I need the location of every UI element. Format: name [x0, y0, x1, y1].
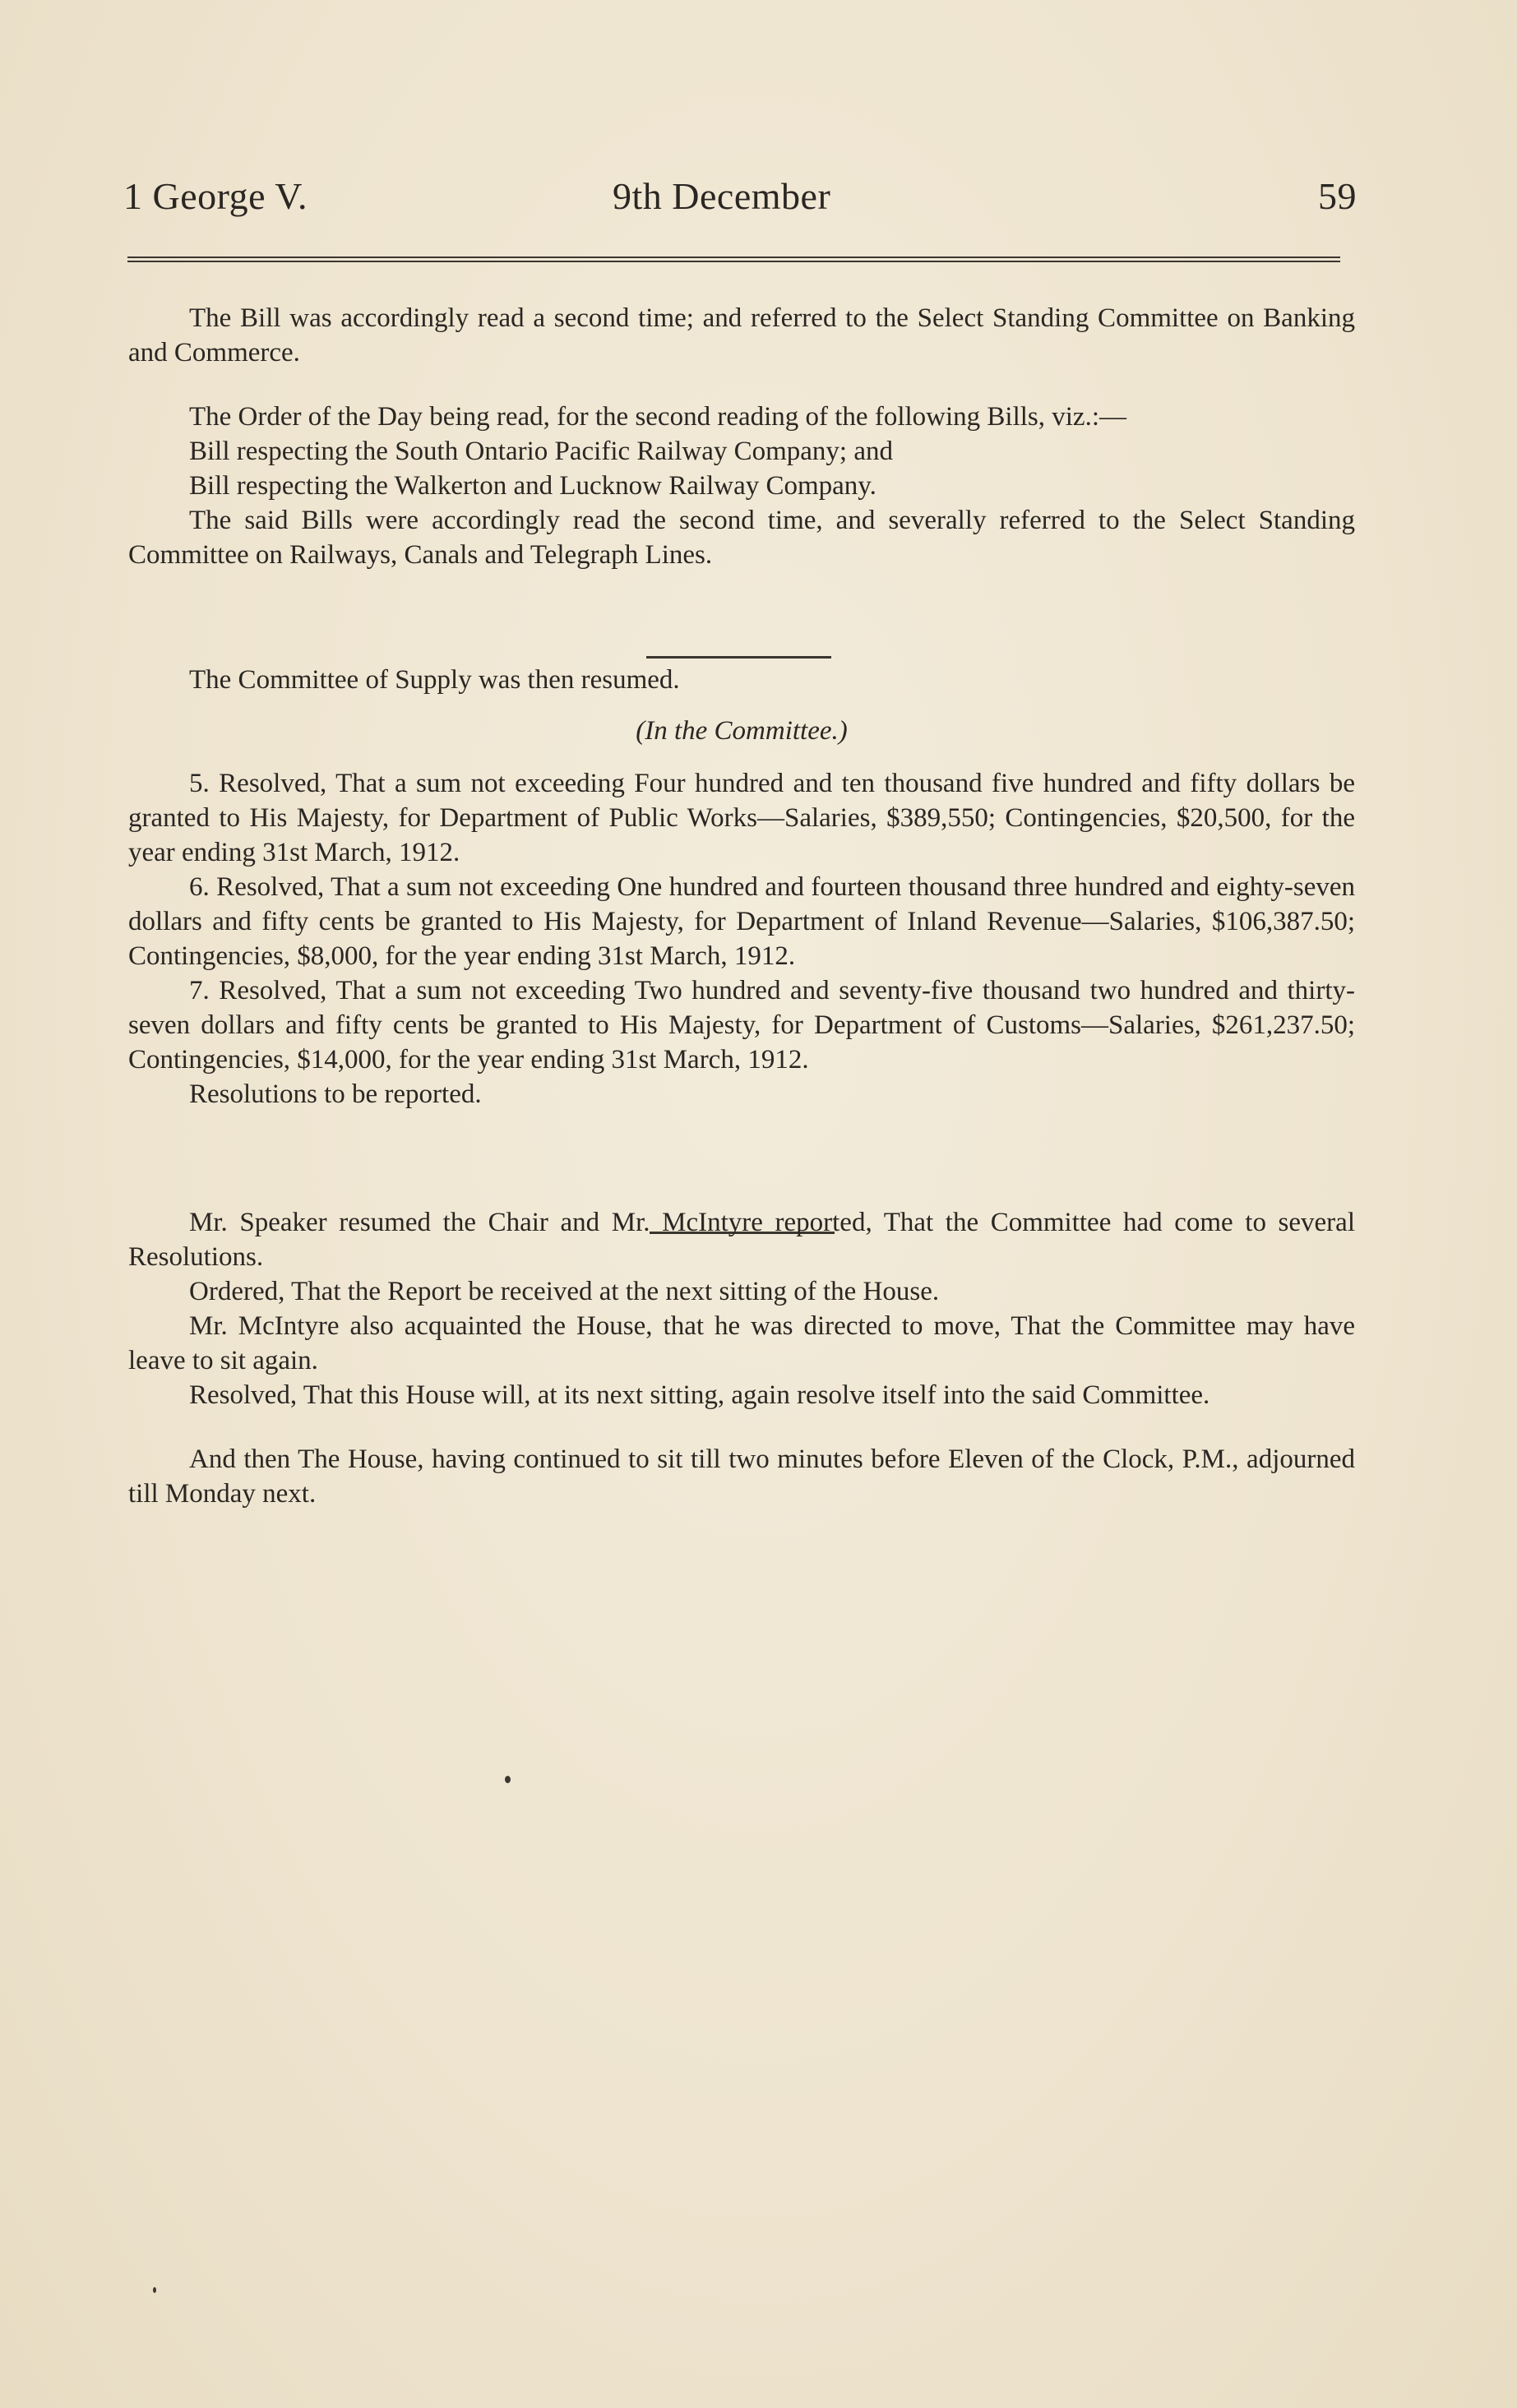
resolution-paragraph: 7. Resolved, That a sum not exceeding Two hundred and seventy-five thousand two hundred and thirty-seven dollars and fifty cents be granted to His Majesty, for Department of Customs—Salaries, $261,237.50; Contingencies, $14,000, for the year ending 31st March, 1912. [128, 976, 1355, 1075]
resolution-paragraph: 5. Resolved, That a sum not exceeding Four hundred and ten thousand five hundred and fifty dollars be granted to His Majesty, for Department of Public Works—Salaries, $389,550; Contingencies, $20,500, for the year ending 31st March, 1912. [128, 769, 1355, 867]
page-body [128, 301, 1355, 1511]
paragraph: Ordered, That the Report be received at the next sitting of the House. [189, 1277, 940, 1306]
committee-heading: (In the Committee.) [636, 716, 848, 746]
paragraph: Resolved, That this House will, at its next sitting, again resolve itself into the said Committee. [189, 1380, 1210, 1410]
date-label: 9th December [613, 175, 831, 217]
paragraph: Mr. Speaker resumed the Chair and Mr. McIntyre reported, That the Committee had come to several Resolutions. [128, 1208, 1355, 1272]
paragraph: Resolutions to be reported. [189, 1079, 482, 1109]
page-number: 59 [1318, 175, 1357, 217]
page-header [123, 174, 1357, 224]
ink-speck [505, 1776, 511, 1783]
header-double-rule [127, 257, 1340, 262]
paragraph: Bill respecting the Walkerton and Lucknow Railway Company. [189, 471, 876, 501]
ink-speck [153, 2287, 156, 2293]
paragraph: The Bill was accordingly read a second time; and referred to the Select Standing Committee on Banking and Commerce. [128, 303, 1355, 367]
resolution-paragraph: 6. Resolved, That a sum not exceeding One hundred and fourteen thousand three hundred and eighty-seven dollars and fifty cents be granted to His Majesty, for Department of Inland Revenue—Salaries, $106,387.50; Contingencies, $8,000, for the year ending 31st March, 1912. [128, 872, 1355, 971]
paragraph: The Order of the Day being read, for the second reading of the following Bills, viz.:— [189, 402, 1126, 432]
paragraph: Mr. McIntyre also acquainted the House, that he was directed to move, That the Committee may have leave to sit again. [128, 1311, 1355, 1375]
paragraph: The Committee of Supply was then resumed. [189, 665, 680, 695]
paragraph: The said Bills were accordingly read the second time, and severally referred to the Select Standing Committee on Railways, Canals and Telegraph Lines. [128, 506, 1355, 570]
paragraph: And then The House, having continued to sit till two minutes before Eleven of the Clock, P.M., adjourned till Monday next. [128, 1444, 1355, 1509]
paragraph: Bill respecting the South Ontario Pacific Railway Company; and [189, 437, 894, 466]
session-label: 1 George V. [123, 175, 308, 217]
